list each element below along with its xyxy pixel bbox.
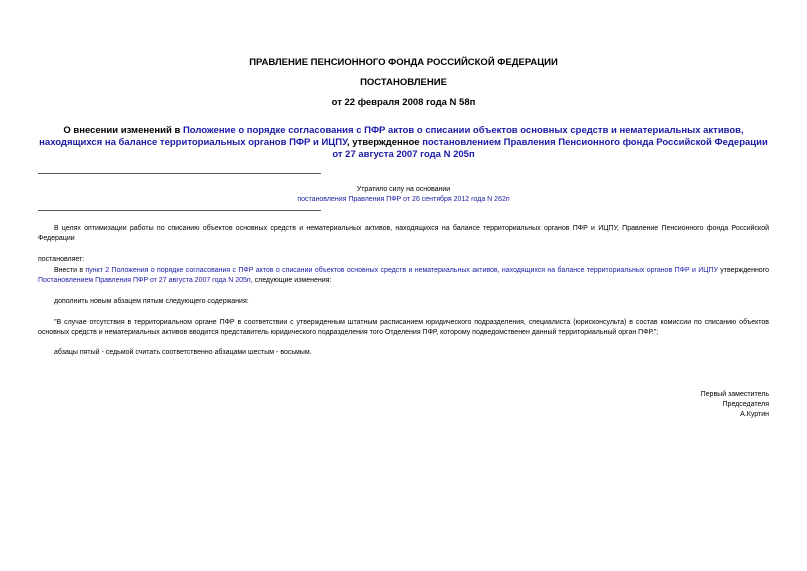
paragraph-resolves: постановляет:	[38, 256, 85, 263]
amendment-link-point-2[interactable]: пункт 2 Положения о порядке согласования с ПФР актов о списании объектов основных средств и нематериальных активов, находящихся на балансе территориальных органов ПФР и ИЦПУ	[85, 267, 718, 274]
divider-top	[38, 173, 321, 174]
document-date-number: от 22 февраля 2008 года N 58п	[331, 97, 476, 108]
title-middle: , утвержденное	[346, 137, 423, 148]
paragraph-renumber: абзацы пятый - седьмой считать соответственно абзацами шестым - восьмым.	[54, 349, 312, 356]
paragraph-purpose: В целях оптимизации работы по списанию объектов основных средств и нематериальных активов, находящихся на балансе территориальных органов ПФР и ИЦПУ, Правление Пенсионного фонда Российской Федерации	[38, 225, 769, 242]
title-prefix: О внесении изменений в	[63, 125, 183, 136]
lost-force-link-text[interactable]: постановления Правления ПФР от 26 сентября 2012 года N 262п	[297, 196, 510, 203]
title-link-regulation[interactable]: Положение о порядке согласования с ПФР актов о списании объектов основных средств и нематериальных активов, находящихся на балансе территориальных органов ПФР и ИЦПУ	[39, 125, 744, 148]
lost-force-label: Утратило силу на основании	[356, 186, 451, 193]
signature-position-line2: Председателя	[722, 401, 769, 408]
document-title	[35, 125, 772, 161]
paragraph-amendment	[38, 266, 769, 286]
divider-bottom	[38, 210, 321, 211]
amendment-link-resolution-205p[interactable]: Постановлением Правления ПФР от 27 августа 2007 года N 205п	[38, 277, 251, 284]
title-link-resolution-205p[interactable]: постановлением Правления Пенсионного фонда Российской Федерации от 27 августа 2007 года N 205п	[332, 137, 768, 160]
amendment-middle: утвержденного	[717, 267, 769, 274]
paragraph-add-fifth: дополнить новым абзацем пятым следующего содержания:	[54, 298, 249, 305]
document-type: ПОСТАНОВЛЕНИЕ	[360, 77, 447, 88]
lost-force-link[interactable]	[0, 195, 807, 205]
issuing-authority: ПРАВЛЕНИЕ ПЕНСИОННОГО ФОНДА РОССИЙСКОЙ ФЕДЕРАЦИИ	[249, 57, 558, 68]
amendment-prefix: Внести в	[54, 267, 86, 274]
signature-name: А.Куртин	[740, 411, 769, 418]
signature-position-line1: Первый заместитель	[700, 391, 769, 398]
amendment-suffix: , следующие изменения:	[250, 277, 332, 284]
paragraph-quoted-text: "В случае отсутствия в территориальном органе ПФР в соответствии с утвержденным штатным расписанием юридического подразделения, специалиста (юрисконсульта) в состав комиссии по списанию объектов основных средств и нематериальных активов вводится представитель юридического подразделения того Отделения ПФР, которому подведомственен данный территориальный орган ПФР.";	[38, 319, 769, 336]
